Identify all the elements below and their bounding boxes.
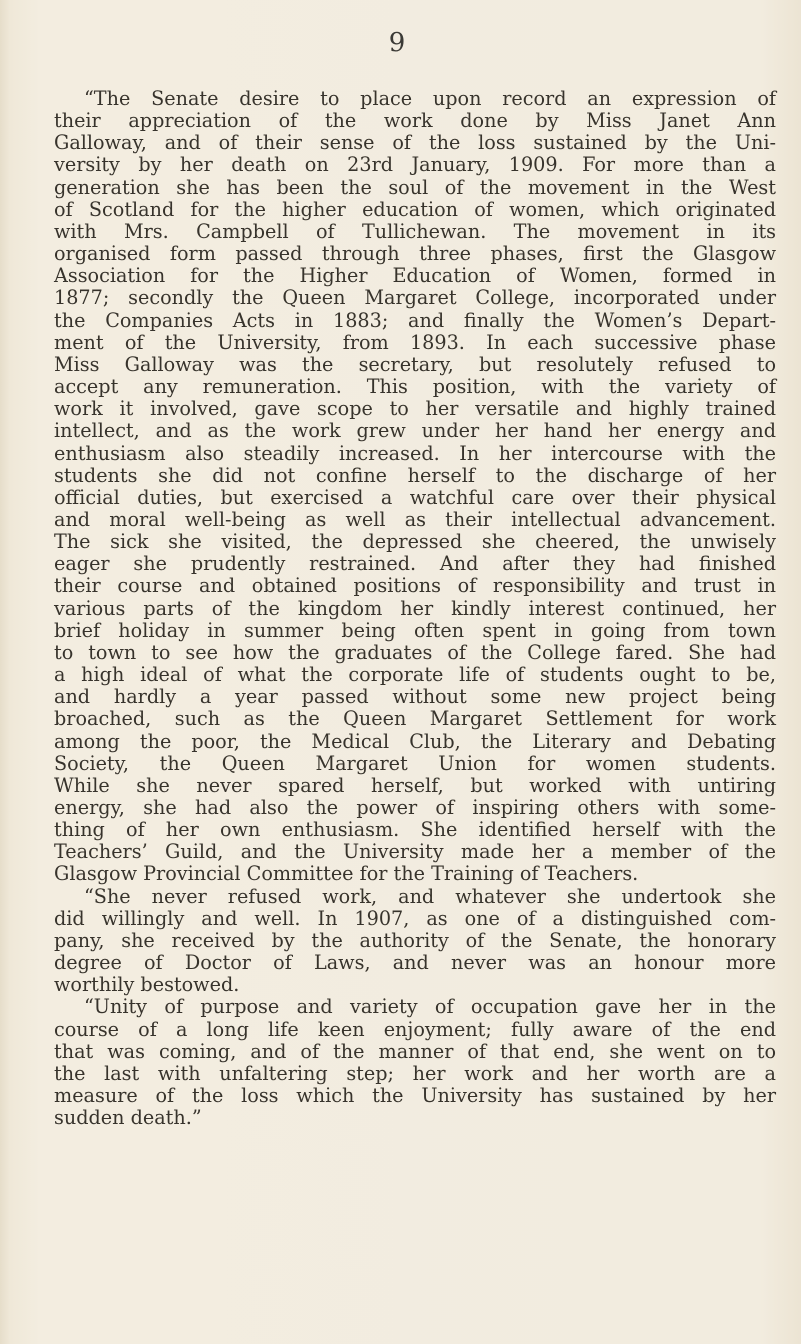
text-line: “Unity of purpose and variety of occupation gave her in the: [84, 995, 776, 1019]
text-line: accept any remuneration. This position, with the variety of: [54, 375, 776, 399]
text-line: work it involved, gave scope to her versatile and highly trained: [54, 397, 776, 421]
text-line: versity by her death on 23rd January, 1909. For more than a: [54, 153, 776, 177]
text-line: thing of her own enthusiasm. She identified herself with the: [54, 818, 776, 842]
text-line: course of a long life keen enjoyment; fully aware of the end: [54, 1017, 776, 1041]
page-number: 9: [388, 28, 406, 58]
text-line: Miss Galloway was the secretary, but resolutely refused to: [54, 352, 776, 376]
text-line: with Mrs. Campbell of Tullichewan. The movement in its: [54, 219, 776, 243]
paragraph: [54, 996, 776, 1129]
text-line: and moral well-being as well as their intellectual advancement.: [54, 507, 776, 531]
text-line: Teachers’ Guild, and the University made her a member of the: [54, 840, 776, 864]
text-line: to town to see how the graduates of the College fared. She had: [54, 640, 776, 664]
text-line: energy, she had also the power of inspiring others with some-: [54, 796, 776, 819]
text-line: broached, such as the Queen Margaret Settlement for work: [54, 707, 776, 731]
text-line: measure of the loss which the University has sustained by her: [54, 1084, 776, 1108]
text-line: “The Senate desire to place upon record an expression of: [84, 87, 776, 110]
text-line: and hardly a year passed without some new project being: [54, 685, 776, 709]
text-line: pany, she received by the authority of the Senate, the honorary: [54, 928, 776, 952]
text-line: organised form passed through three phases, first the Glasgow: [54, 242, 776, 266]
text-line: students she did not confine herself to the discharge of her: [54, 463, 776, 487]
text-line: enthusiasm also steadily increased. In her intercourse with the: [54, 441, 776, 465]
text-line: among the poor, the Medical Club, the Literary and Debating: [54, 729, 776, 753]
text-line: did willingly and well. In 1907, as one of a distinguished com-: [54, 906, 776, 930]
text-line: Society, the Queen Margaret Union for women students.: [54, 751, 776, 775]
text-line: the last with unfaltering step; her work and her worth are a: [54, 1061, 776, 1085]
text-line: that was coming, and of the manner of that end, she went on to: [54, 1039, 776, 1063]
text-line: of Scotland for the higher education of women, which originated: [54, 197, 776, 221]
text-line: generation she has been the soul of the movement in the West: [54, 175, 776, 199]
text-line: sudden death.”: [54, 1106, 202, 1130]
text-line: Galloway, and of their sense of the loss sustained by the Uni-: [54, 131, 776, 155]
text-line: the Companies Acts in 1883; and finally the Women’s Depart-: [54, 308, 776, 332]
text-line: official duties, but exercised a watchful care over their physical: [54, 485, 776, 509]
text-line: various parts of the kingdom her kindly interest continued, her: [54, 596, 776, 620]
text-line: a high ideal of what the corporate life of students ought to be,: [54, 663, 776, 687]
text-line: 1877; secondly the Queen Margaret College, incorporated under: [54, 286, 776, 310]
body-text: [54, 88, 776, 1129]
text-line: While she never spared herself, but worked with untiring: [54, 773, 776, 797]
paragraph: [54, 886, 776, 997]
text-line: degree of Doctor of Laws, and never was an honour more: [54, 951, 776, 975]
text-line: The sick she visited, the depressed she cheered, the unwisely: [54, 530, 776, 554]
text-line: their course and obtained positions of responsibility and trust in: [54, 574, 776, 598]
text-line: intellect, and as the work grew under her hand her energy and: [54, 419, 776, 443]
text-line: worthily bestowed.: [54, 973, 240, 997]
text-line: their appreciation of the work done by Miss Janet Ann: [54, 109, 776, 133]
text-line: brief holiday in summer being often spent in going from town: [54, 618, 776, 642]
text-line: eager she prudently restrained. And after they had finished: [54, 552, 776, 576]
text-line: “She never refused work, and whatever she undertook she: [84, 884, 776, 908]
paragraph: [54, 88, 776, 886]
text-line: Association for the Higher Education of Women, formed in: [54, 264, 776, 288]
text-line: ment of the University, from 1893. In each successive phase: [54, 330, 776, 354]
text-line: Glasgow Provincial Committee for the Training of Teachers.: [54, 862, 639, 886]
